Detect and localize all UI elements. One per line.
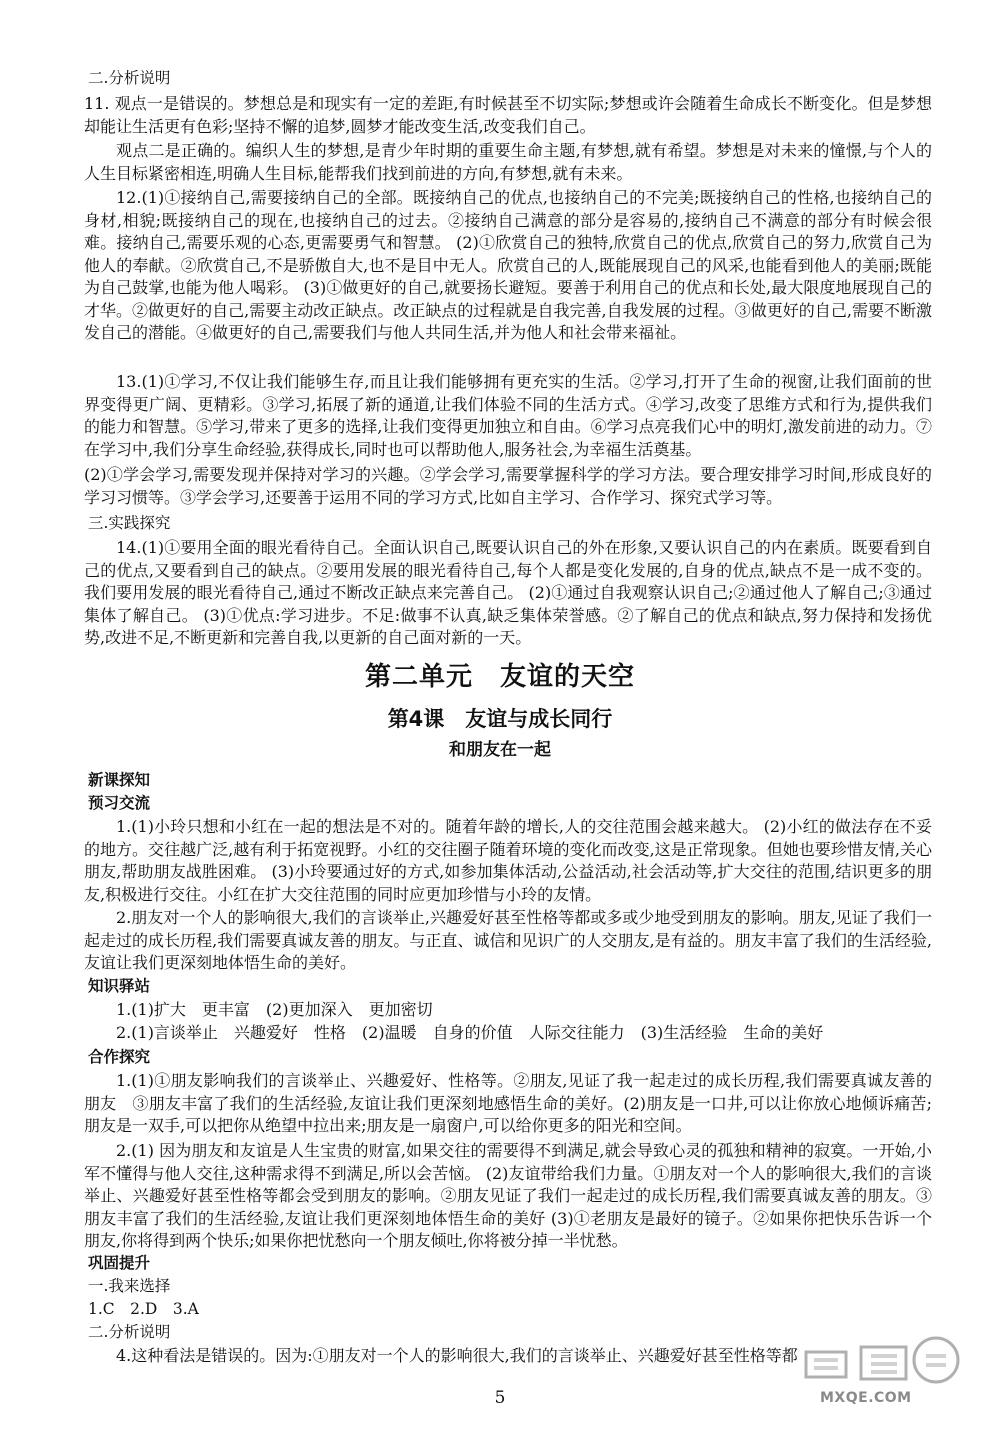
preview-answer-1: 1.(1)小玲只想和小红在一起的想法是不对的。随着年龄的增长,人的交往范围会越来越大。 (2)小红的做法存在不妥的地方。交往越广泛,越有利于拓宽视野。小红的交往圈子随着环境的变化而改变,这是正常现象。但她也要珍惜友情,关心朋友,帮助朋友战胜困难。 (3)小玲要通过好的方式,如参加集体活动,公益活动,社会活动等,扩大交往的范围,结识更多的朋友,积极进行交往。小红在扩大交往范围的同时应更加珍惜与小玲的友情。 [84,817,932,904]
answer-q11-view1: 11. 观点一是错误的。梦想总是和现实有一定的差距,有时候甚至不切实际;梦想或许会随着生命成长不断变化。但是梦想却能让生活更有色彩;坚持不懈的追梦,圆梦才能改变生活,改变我们自己。 [84,94,932,136]
subsection-choice: 一.我来选择 [88,1277,171,1295]
section-heading-new-lesson: 新课探知 [88,771,151,789]
watermark [776,1332,966,1406]
unit-title: 第二单元 友谊的天空 [364,662,635,692]
cooperation-answer-1: 1.(1)①朋友影响我们的言谈举止、兴趣爱好、性格等。②朋友,见证了我一起走过的成长历程,我们需要真诚友善的朋友 ③朋友丰富了我们的生活经验,友谊让我们更深刻地感悟生命的美好。(2)朋友是一口井,可以让你放心地倾诉痛苦;朋友是一双手,可以把你从绝望中拉出来;朋友是一扇窗户,可以给你更多的阳光和空间。 [84,1071,932,1135]
section-label-analysis: 二.分析说明 [88,69,171,87]
section-heading-consolidate: 巩固提升 [88,1254,151,1272]
knowledge-answer-2: 2.(1)言谈举止 兴趣爱好 性格 (2)温暖 自身的价值 人际交往能力 (3)生活经验 生命的美好 [116,1023,824,1042]
answer-q12: 12.(1)①接纳自己,需要接纳自己的全部。既接纳自己的优点,也接纳自己的不完美;既接纳自己的性格,也接纳自己的身材,相貌;既接纳自己的现在,也接纳自己的过去。②接纳自己满意的部分是容易的,接纳自己不满意的部分有时候会很难。接纳自己,需要乐观的心态,更需要勇气和智慧。 (2)①欣赏自己的独特,欣赏自己的优点,欣赏自己的努力,欣赏自己为他人的奉献。②欣赏自己,不是骄傲自大,也不是目中无人。欣赏自己的人,既能展现自己的风采,也能看到他人的美丽;既能为自己鼓掌,也能为他人喝彩。 (3)①做更好的自己,就要扬长避短。要善于利用自己的优点和长处,最大限度地展现自己的才华。②做更好的自己,需要主动改正缺点。改正缺点的过程就是自我完善,自我发展的过程。③做更好的自己,需要不断激发自己的潜能。④做更好的自己,需要我们与他人共同生活,并为他人和社会带来福祉。 [84,188,932,342]
watermark-url: MXQE.COM [820,1390,912,1406]
answer-q13-part1: 13.(1)①学习,不仅让我们能够生存,而且让我们能够拥有更充实的生活。②学习,打开了生命的视窗,让我们面前的世界变得更广阔、更精彩。③学习,拓展了新的通道,让我们体验不同的生活方式。④学习,改变了思维方式和行为,提供我们的能力和智慧。⑤学习,带来了更多的选择,让我们变得更加独立和自由。⑥学习点亮我们心中的明灯,激发前进的动力。⑦在学习中,我们分享生命经验,获得成长,同时也可以帮助他人,服务社会,为幸福生活奠基。 [84,372,932,459]
section-heading-preview: 预习交流 [88,794,151,812]
section-label-practice: 三.实践探究 [88,514,171,532]
section-heading-cooperation: 合作探究 [88,1048,151,1066]
answer-q11-view2: 观点二是正确的。编织人生的梦想,是青少年时期的重要生命主题,有梦想,就有希望。梦想是对未来的憧憬,与个人的人生目标紧密相连,明确人生目标,能帮我们找到前进的方向,有梦想,就有未来。 [84,141,932,183]
lesson-title: 第4课 友谊与成长同行 [387,707,613,731]
section-heading-knowledge: 知识驿站 [88,977,151,995]
consolidate-answer-4: 4.这种看法是错误的。因为:①朋友对一个人的影响很大,我们的言谈举止、兴趣爱好甚至性格等都 [116,1346,798,1365]
answer-q13-part2: (2)①学会学习,需要发现并保持对学习的兴趣。②学会学习,需要掌握科学的学习方法。要合理安排学习时间,形成良好的学习习惯等。③学会学习,还要善于运用不同的学习方式,比如自主学习、合作学习、探究式学习等。 [84,465,932,507]
cooperation-answer-2: 2.(1) 因为朋友和友谊是人生宝贵的财富,如果交往的需要得不到满足,就会导致心灵的孤独和精神的寂寞。一开始,小军不懂得与他人交往,这种需求得不到满足,所以会苦恼。 (2)友谊带给我们力量。①朋友对一个人的影响很大,我们的言谈举止、兴趣爱好甚至性格等都会受到朋友的影响。②朋友见证了我们一起走过的成长历程,我们需要真诚友善的朋友。③朋友丰富了我们的生活经验,友谊让我们更深刻地体悟生命的美好 (3)①老朋友是最好的镜子。②如果你把快乐告诉一个朋友,你将得到两个快乐;如果你把忧愁向一个朋友倾吐,你将被分掉一半忧愁。 [84,1141,932,1250]
preview-answer-2: 2.朋友对一个人的影响很大,我们的言谈举止,兴趣爱好甚至性格等都或多或少地受到朋友的影响。朋友,见证了我们一起走过的成长历程,我们需要真诚友善的朋友。与正直、诚信和见识广的人交朋友,是有益的。朋友丰富了我们的生活经验,友谊让我们更深刻地体悟生命的美好。 [84,908,932,972]
page-number: 5 [494,1388,506,1408]
watermark-logo-icon [776,1332,966,1392]
subsection-analysis: 二.分析说明 [88,1323,171,1341]
topic-title: 和朋友在一起 [449,740,551,760]
choice-answers: 1.C 2.D 3.A [88,1300,199,1318]
answer-q14: 14.(1)①要用全面的眼光看待自己。全面认识自己,既要认识自己的外在形象,又要认识自己的内在素质。既要看到自己的优点,又要看到自己的缺点。②要用发展的眼光看待自己,每个人都是变化发展的,自身的优点,缺点不是一成不变的。我们要用发展的眼光看待自己,通过不断改正缺点来完善自己。 (2)①通过自我观察认识自己;②通过他人了解自己;③通过集体了解自己。 (3)①优点:学习进步。不足:做事不认真,缺乏集体荣誉感。②了解自己的优点和缺点,努力保持和发扬优势,改进不足,不断更新和完善自我,以更新的自己面对新的一天。 [84,538,932,647]
knowledge-answer-1: 1.(1)扩大 更丰富 (2)更加深入 更加密切 [116,1000,433,1019]
